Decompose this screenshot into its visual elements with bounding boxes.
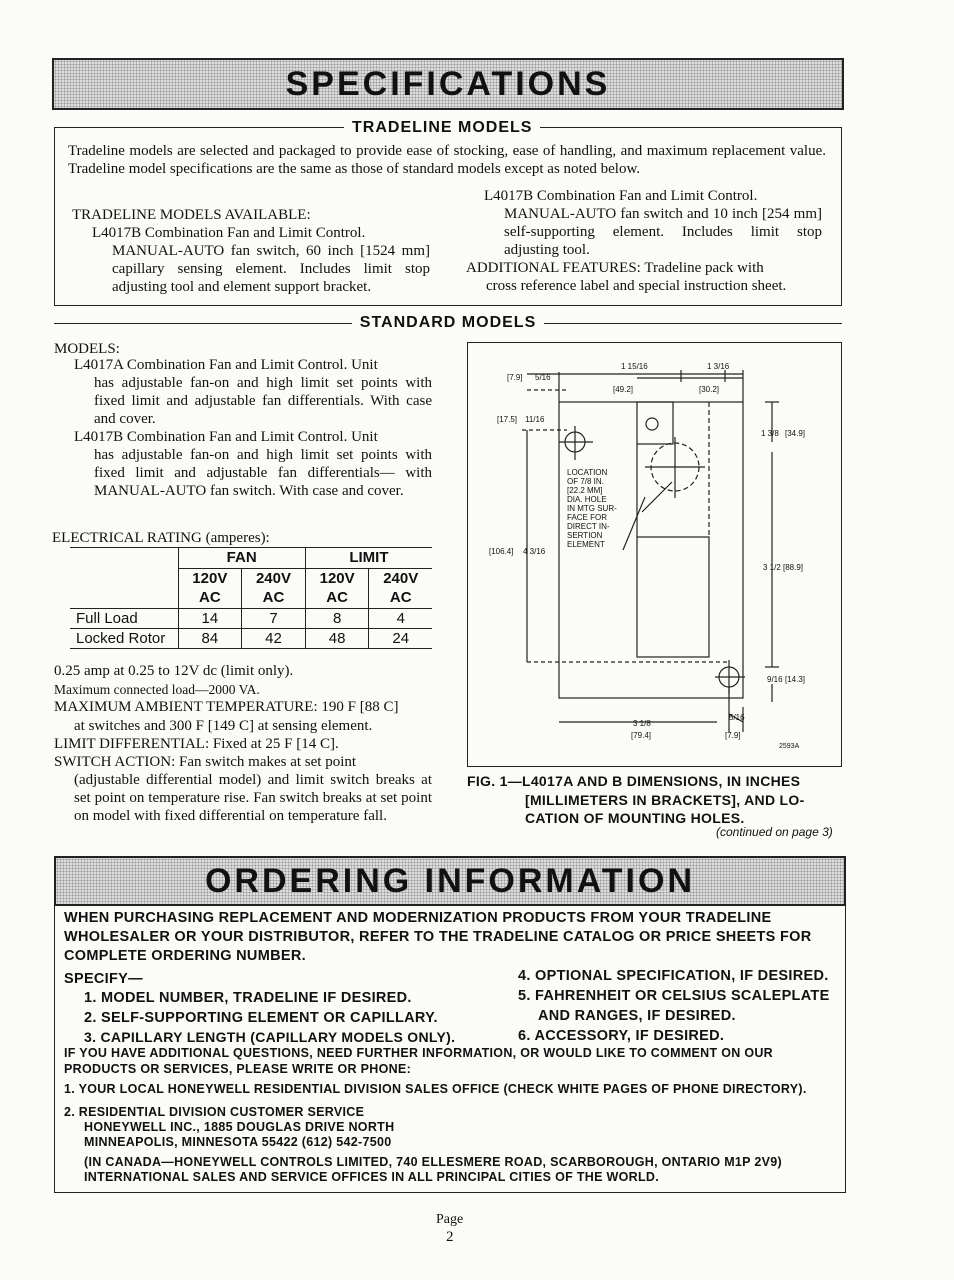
dim-label: [17.5] xyxy=(497,415,518,424)
contact-2-line2: HONEYWELL INC., 1885 DOUGLAS DRIVE NORTH xyxy=(84,1120,395,1134)
dim-label: 5/16 xyxy=(535,373,551,382)
specify-item-1: 1. MODEL NUMBER, TRADELINE IF DESIRED. xyxy=(84,990,412,1006)
dim-label: [49.2] xyxy=(613,385,634,394)
max-ambient: MAXIMUM AMBIENT TEMPERATURE: 190 F [88 C] xyxy=(54,699,399,715)
table-cell: 14 xyxy=(178,608,242,628)
dim-label: 4 3/16 xyxy=(523,547,546,556)
tradeline-heading-row xyxy=(54,119,842,137)
model-a-desc: has adjustable fan-on and high limit set points with fixed limit and adjustable fan differentials. With case and cover. xyxy=(94,375,432,427)
fan-group-header: FAN xyxy=(178,548,305,568)
col2-line1: 240V xyxy=(242,568,306,588)
table-cell: 42 xyxy=(242,628,306,648)
dim-label: 3 1/2 xyxy=(763,563,781,572)
dim-label: 1 3/8 xyxy=(761,429,779,438)
model-b-title: L4017B Combination Fan and Limit Control. Unit xyxy=(74,429,378,445)
dim-label: [106.4] xyxy=(489,547,514,556)
dim-label: [7.9] xyxy=(725,731,741,740)
contact-2-line1: 2. RESIDENTIAL DIVISION CUSTOMER SERVICE xyxy=(64,1105,365,1119)
tradeline-left-desc: MANUAL-AUTO fan switch, 60 inch [1524 mm] capillary sensing element. Includes limit stop adjusting tool and element support bracket. xyxy=(112,243,430,295)
dim-label: [7.9] xyxy=(507,373,523,382)
page-label: Page xyxy=(436,1212,464,1227)
col1-line1: 120V xyxy=(178,568,242,588)
dc-rating: 0.25 amp at 0.25 to 12V dc (limit only). xyxy=(54,663,294,679)
col4-line1: 240V xyxy=(383,569,419,587)
switch-action: SWITCH ACTION: Fan switch makes at set point xyxy=(54,754,357,770)
dimension-drawing xyxy=(467,342,842,767)
dim-label: 3 1/8 xyxy=(633,719,651,728)
standard-heading-row xyxy=(54,314,842,332)
tradeline-additional-label: ADDITIONAL FEATURES: Tradeline pack with xyxy=(466,260,764,276)
specify-item-5b: AND RANGES, IF DESIRED. xyxy=(538,1008,736,1024)
tradeline-heading: TRADELINE MODELS xyxy=(344,119,540,137)
table-cell: 48 xyxy=(305,628,369,648)
specify-item-3: 3. CAPILLARY LENGTH (CAPILLARY MODELS ONLY). xyxy=(84,1029,456,1045)
table-cell: 8 xyxy=(305,608,369,628)
ordering-intro: WHEN PURCHASING REPLACEMENT AND MODERNIZATION PRODUCTS FROM YOUR TRADELINE WHOLESALER OR YOUR DISTRIBUTOR, REFER TO THE TRADELINE CATALOG OR PRICE SHEETS FOR COMPLETE ORDERING NUMBER. xyxy=(64,910,812,964)
tradeline-left-model: L4017B Combination Fan and Limit Control. xyxy=(92,225,366,241)
tradeline-additional-desc: cross reference label and special instruction sheet. xyxy=(486,278,787,294)
dim-label: [34.9] xyxy=(785,429,806,438)
tradeline-right-model: L4017B Combination Fan and Limit Control. xyxy=(484,188,758,204)
rating-table xyxy=(70,547,432,649)
col3-line2: AC xyxy=(305,588,369,608)
electrical-rating-label: ELECTRICAL RATING (amperes): xyxy=(52,530,270,546)
location-note: IN MTG SUR- xyxy=(567,504,617,513)
figure-number: 2593A xyxy=(779,743,800,750)
col4-line2: AC xyxy=(369,588,432,608)
contact-1: 1. YOUR LOCAL HONEYWELL RESIDENTIAL DIVISION SALES OFFICE (CHECK WHITE PAGES OF PHONE DIRECTORY). xyxy=(64,1082,807,1096)
location-note: FACE FOR xyxy=(567,513,608,522)
tradeline-available-label: TRADELINE MODELS AVAILABLE: xyxy=(72,207,311,223)
dim-label: 1 15/16 xyxy=(621,362,648,371)
max-load: Maximum connected load—2000 VA. xyxy=(54,682,260,697)
questions-text: IF YOU HAVE ADDITIONAL QUESTIONS, NEED FURTHER INFORMATION, OR WOULD LIKE TO COMMENT ON OUR PRODUCTS OR SERVICES, PLEASE WRITE OR PHONE: xyxy=(64,1046,774,1076)
location-note: SERTION xyxy=(567,531,603,540)
table-cell: 24 xyxy=(369,628,432,648)
table-cell: 84 xyxy=(178,628,242,648)
specify-item-2: 2. SELF-SUPPORTING ELEMENT OR CAPILLARY. xyxy=(84,1010,438,1026)
location-note: ELEMENT xyxy=(567,540,605,549)
figure-caption-2: [MILLIMETERS IN BRACKETS], AND LO- xyxy=(525,792,805,808)
limit-differential: LIMIT DIFFERENTIAL: Fixed at 25 F [14 C]. xyxy=(54,736,339,752)
location-note: [22.2 MM] xyxy=(567,486,603,495)
figure-caption-3: CATION OF MOUNTING HOLES. xyxy=(525,810,745,826)
table-row xyxy=(70,628,432,648)
model-a-title: L4017A Combination Fan and Limit Control. Unit xyxy=(74,357,378,373)
tradeline-intro: Tradeline models are selected and packaged to provide ease of stocking, ease of handling, and maximum replacement value. Tradeline model specifications are the same as those of standard models except as noted below. xyxy=(68,143,826,177)
location-note: DIA. HOLE xyxy=(567,495,607,504)
rating-corner xyxy=(70,548,178,608)
figure-caption-1: FIG. 1—L4017A AND B DIMENSIONS, IN INCHES xyxy=(467,773,801,789)
continued-note: (continued on page 3) xyxy=(716,825,833,839)
table-cell: 7 xyxy=(242,608,306,628)
international-offices: INTERNATIONAL SALES AND SERVICE OFFICES IN ALL PRINCIPAL CITIES OF THE WORLD. xyxy=(84,1170,659,1184)
ordering-title: ORDERING INFORMATION xyxy=(204,861,695,900)
specifications-title: SPECIFICATIONS xyxy=(285,64,611,103)
col3-line1: 120V xyxy=(305,568,369,588)
specify-item-5: 5. FAHRENHEIT OR CELSIUS SCALEPLATE xyxy=(518,988,830,1004)
dim-label: 1 3/16 xyxy=(707,362,730,371)
specify-item-6: 6. ACCESSORY, IF DESIRED. xyxy=(518,1028,725,1044)
row-label: Full Load xyxy=(70,608,178,628)
location-note: OF 7/8 IN. xyxy=(567,477,604,486)
switch-action-desc: (adjustable differential model) and limit switch breaks at set point on temperature rise. Fan switch breaks at set point on model with fixed differential on temperature fall. xyxy=(74,772,432,824)
specify-item-4: 4. OPTIONAL SPECIFICATION, IF DESIRED. xyxy=(518,968,829,984)
location-note: LOCATION xyxy=(567,468,608,477)
page-number: 2 xyxy=(446,1229,454,1245)
table-row xyxy=(70,608,432,628)
limit-group-header: LIMIT xyxy=(305,548,432,568)
dim-label: [79.4] xyxy=(631,731,652,740)
contact-2-line3: MINNEAPOLIS, MINNESOTA 55422 (612) 542-7500 xyxy=(84,1135,392,1149)
tradeline-right-desc: MANUAL-AUTO fan switch and 10 inch [254 mm] self-supporting element. Includes limit stop adjusting tool. xyxy=(504,206,822,258)
standard-heading: STANDARD MODELS xyxy=(352,314,544,332)
dim-label: 11/16 xyxy=(525,415,545,424)
max-ambient-2: at switches and 300 F [149 C] at sensing element. xyxy=(74,718,373,734)
dim-label: 5/16 xyxy=(729,713,745,722)
location-note: DIRECT IN- xyxy=(567,522,610,531)
dim-label: 9/16 xyxy=(767,675,783,684)
model-b-desc: has adjustable fan-on and high limit set points with fixed limit and adjustable fan differentials— with MANUAL-AUTO fan switch. With case and cover. xyxy=(94,447,432,499)
models-label: MODELS: xyxy=(54,341,120,357)
canada-office: (IN CANADA—HONEYWELL CONTROLS LIMITED, 740 ELLESMERE ROAD, SCARBOROUGH, ONTARIO M1P 2V9) xyxy=(84,1155,782,1169)
dim-label: [88.9] xyxy=(783,563,804,572)
specify-label: SPECIFY— xyxy=(64,971,143,987)
ordering-banner xyxy=(54,856,846,906)
col2-line2: AC xyxy=(242,588,306,608)
table-cell: 4 xyxy=(369,608,432,628)
row-label: Locked Rotor xyxy=(70,628,178,648)
dim-label: [14.3] xyxy=(785,675,806,684)
col1-line2: AC xyxy=(178,588,242,608)
dim-label: [30.2] xyxy=(699,385,720,394)
specifications-banner xyxy=(52,58,844,110)
